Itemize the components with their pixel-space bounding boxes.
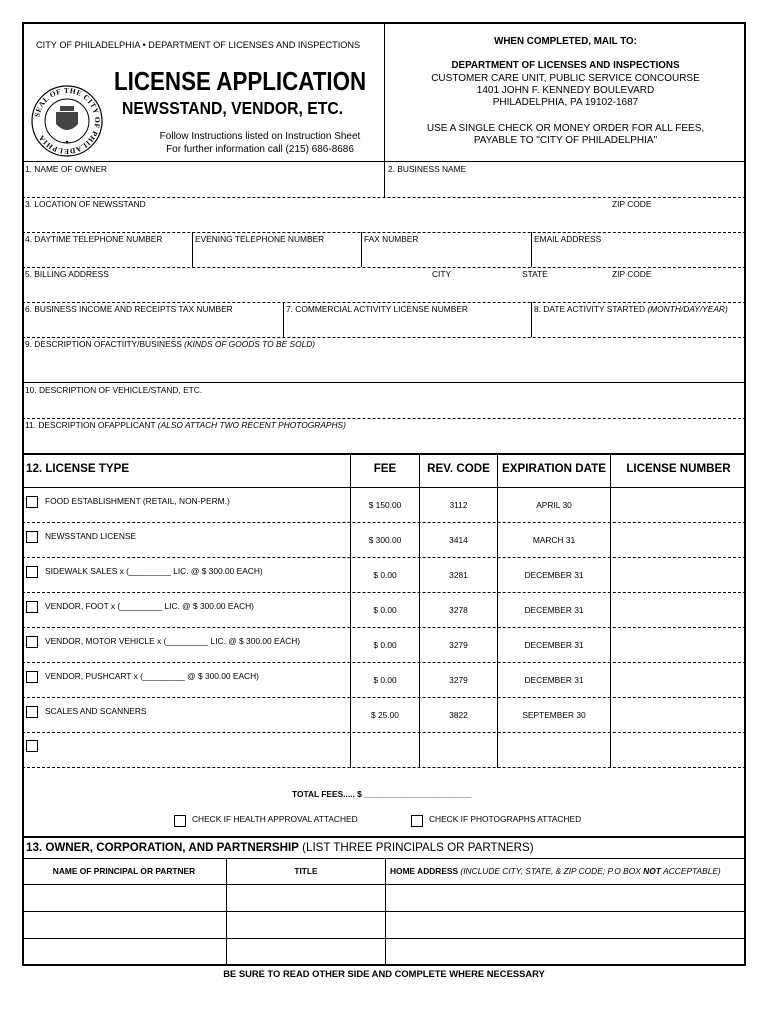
field-billing-city[interactable]: CITY [432,269,452,279]
payment-note-2: PAYABLE TO "CITY OF PHILADELPHIA" [473,135,658,146]
department-line: CITY OF PHILADELPHIA • DEPARTMENT OF LICENSES AND INSPECTIONS [36,40,361,50]
field-vehicle-description[interactable]: 10. DESCRIPTION OF VEHICLE/STAND, ETC. [25,385,203,395]
license-rev-code: 3112 [449,500,468,510]
license-rev-code: 3278 [449,605,468,615]
field-evening-phone[interactable]: EVENING TELEPHONE NUMBER [195,234,325,244]
total-fees[interactable]: TOTAL FEES..... $ _______________________ [292,789,472,799]
field-applicant-description[interactable]: 11. DESCRIPTION OFAPPLICANT (ALSO ATTACH TWO RECENT PHOTOGRAPHS) [25,420,346,430]
seal-text: SEAL OF THE CITY OF PHILADELPHIA [32,85,103,157]
license-type-label: SIDEWALK SALES x (_________ LIC. @ $ 300.00 EACH) [45,566,263,576]
license-rev-code: 3279 [449,640,468,650]
license-type-label: VENDOR, MOTOR VEHICLE x (_________ LIC. @ $ 300.00 EACH) [45,636,301,646]
mail-department: DEPARTMENT OF LICENSES AND INSPECTIONS [451,60,680,71]
home-address-column-header: HOME ADDRESS (INCLUDE CITY, STATE, & ZIP CODE; P.O BOX NOT ACCEPTABLE) [390,866,721,876]
license-fee: $ 25.00 [371,710,399,720]
field-business-name[interactable]: 2. BUSINESS NAME [388,164,467,174]
payment-note-1: USE A SINGLE CHECK OR MONEY ORDER FOR ALL FEES, [426,123,705,134]
photographs-label: CHECK IF PHOTOGRAPHS ATTACHED [429,814,582,824]
license-row-checkbox[interactable] [26,671,38,683]
license-expiration: APRIL 30 [536,500,572,510]
mail-heading: WHEN COMPLETED, MAIL TO: [494,36,637,47]
license-row-checkbox[interactable] [26,566,38,578]
field-birt-number[interactable]: 6. BUSINESS INCOME AND RECEIPTS TAX NUMBER [25,304,233,314]
license-fee: $ 150.00 [368,500,402,510]
field-billing-state[interactable]: STATE [522,269,548,279]
license-type-label: VENDOR, FOOT x (_________ LIC. @ $ 300.00 EACH) [45,601,254,611]
license-rev-code: 3281 [449,570,468,580]
license-expiration: DECEMBER 31 [524,605,584,615]
mail-unit: CUSTOMER CARE UNIT, PUBLIC SERVICE CONCOURSE [431,73,700,84]
field-billing-zip[interactable]: ZIP CODE [612,269,652,279]
photographs-checkbox[interactable] [411,815,423,827]
license-expiration: SEPTEMBER 30 [522,710,586,720]
license-row-checkbox[interactable] [26,531,38,543]
form-subtitle: NEWSSTAND, VENDOR, ETC. [122,98,344,118]
license-fee: $ 0.00 [373,675,397,685]
principal-name-column-header: NAME OF PRINCIPAL OR PARTNER [52,866,196,876]
license-type-heading: 12. LICENSE TYPE [26,462,130,475]
license-fee: $ 0.00 [373,605,397,615]
license-number-column-header: LICENSE NUMBER [626,462,731,475]
license-type-label: VENDOR, PUSHCART x (_________ @ $ 300.00 EACH) [45,671,259,681]
license-type-label: FOOD ESTABLISHMENT (RETAIL, NON-PERM.) [45,496,230,506]
mail-city: PHILADELPHIA, PA 19102-1687 [492,97,639,108]
license-rev-code: 3822 [449,710,468,720]
form-title: LICENSE APPLICATION [114,66,367,96]
field-newsstand-location[interactable]: 3. LOCATION OF NEWSSTAND [25,199,146,209]
instructions-line-1: Follow Instructions listed on Instruction Sheet [159,131,361,142]
license-row-checkbox[interactable] [26,601,38,613]
city-seal-icon [30,84,104,158]
health-approval-checkbox[interactable] [174,815,186,827]
license-type-label: SCALES AND SCANNERS [45,706,147,716]
license-rev-code: 3279 [449,675,468,685]
field-cal-number[interactable]: 7. COMMERCIAL ACTIVITY LICENSE NUMBER [286,304,468,314]
license-expiration: DECEMBER 31 [524,675,584,685]
field-location-zip[interactable]: ZIP CODE [612,199,652,209]
license-row-checkbox[interactable] [26,636,38,648]
license-row-checkbox-blank[interactable] [26,740,38,752]
license-row-checkbox[interactable] [26,496,38,508]
license-expiration: DECEMBER 31 [524,570,584,580]
license-rev-code: 3414 [449,535,468,545]
expiration-column-header: EXPIRATION DATE [502,462,606,475]
owners-heading: 13. OWNER, CORPORATION, AND PARTNERSHIP (LIST THREE PRINCIPALS OR PARTNERS) [26,841,534,854]
health-approval-label: CHECK IF HEALTH APPROVAL ATTACHED [192,814,358,824]
principal-title-column-header: TITLE [294,866,318,876]
rev-code-column-header: REV. CODE [427,462,490,475]
field-fax[interactable]: FAX NUMBER [364,234,419,244]
license-type-label: NEWSSTAND LICENSE [45,531,137,541]
license-expiration: MARCH 31 [532,535,576,545]
license-fee: $ 0.00 [373,640,397,650]
field-billing-address[interactable]: 5. BILLING ADDRESS [25,269,109,279]
field-owner-name[interactable]: 1. NAME OF OWNER [25,164,107,174]
fee-column-header: FEE [373,462,397,475]
mail-street: 1401 JOHN F. KENNEDY BOULEVARD [476,85,655,96]
instructions-line-2: For further information call (215) 686-8686 [166,144,354,155]
field-email[interactable]: EMAIL ADDRESS [534,234,602,244]
license-fee: $ 300.00 [368,535,402,545]
field-daytime-phone[interactable]: 4. DAYTIME TELEPHONE NUMBER [25,234,163,244]
license-expiration: DECEMBER 31 [524,640,584,650]
field-business-description[interactable]: 9. DESCRIPTION OFACTIITY/BUSINESS (KINDS OF GOODS TO BE SOLD) [25,339,316,349]
license-row-checkbox[interactable] [26,706,38,718]
license-fee: $ 0.00 [373,570,397,580]
footer-note: BE SURE TO READ OTHER SIDE AND COMPLETE WHERE NECESSARY [223,968,545,979]
field-date-started[interactable]: 8. DATE ACTIVITY STARTED (MONTH/DAY/YEAR) [534,304,728,314]
